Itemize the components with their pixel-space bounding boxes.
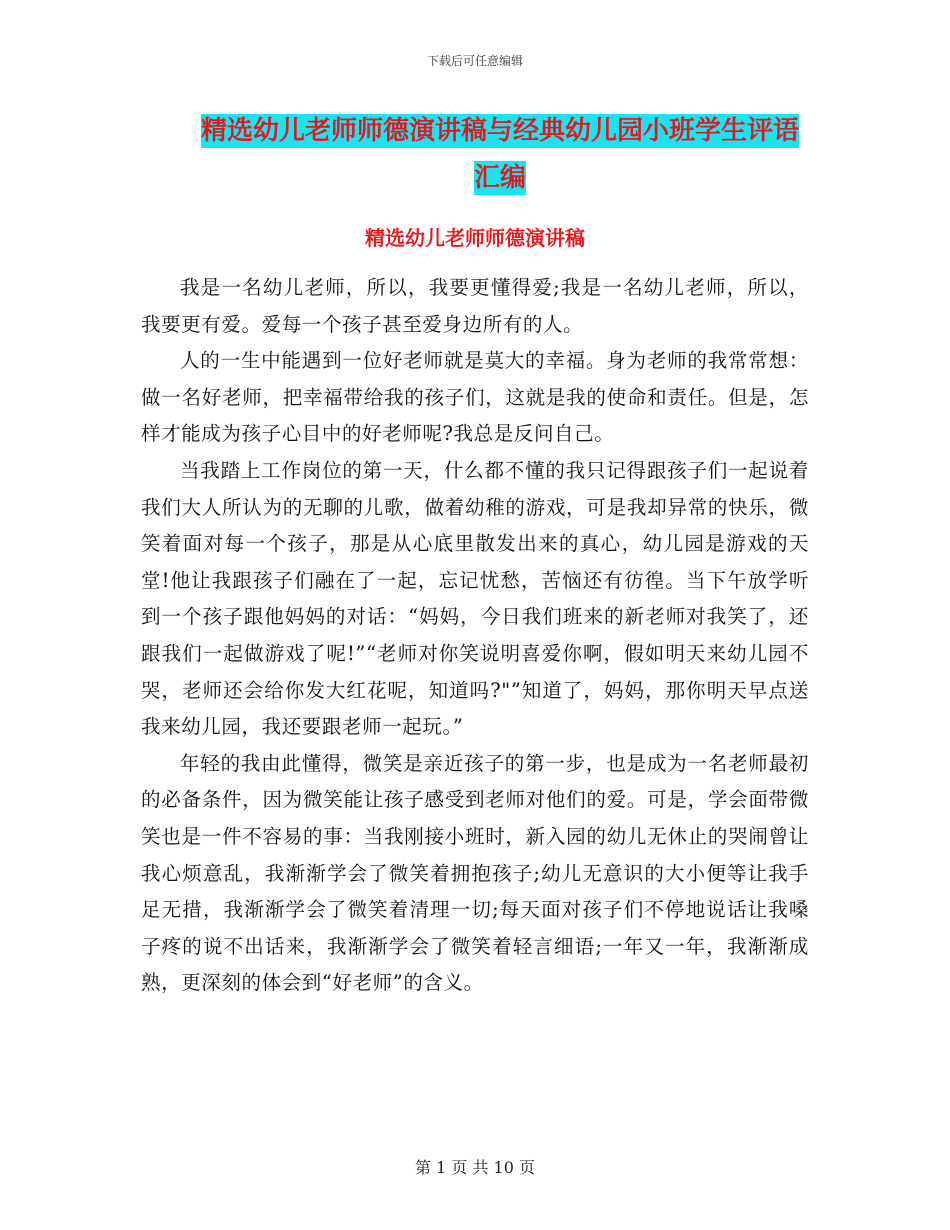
document-title: [140, 108, 860, 202]
page-number: 第 1 页 共 10 页: [415, 1158, 535, 1177]
document-title-line-2: 汇编: [473, 163, 526, 193]
body-text: [141, 270, 809, 1002]
paragraph-2: 人的一生中能遇到一位好老师就是莫大的幸福。身为老师的我常常想：做一名好老师，把幸福带给我的孩子们，这就是我的使命和责任。但是，怎样才能成为孩子心目中的好老师呢?我总是反问自己。: [141, 349, 809, 446]
paragraph-3: 当我踏上工作岗位的第一天，什么都不懂的我只记得跟孩子们一起说着我们大人所认为的无聊的儿歌，做着幼稚的游戏，可是我却异常的快乐，微笑着面对每一个孩子，那是从心底里散发出来的真心，幼儿园是游戏的天堂!他让我跟孩子们融在了一起，忘记忧愁，苦恼还有彷徨。当下午放学听到一个孩子跟他妈妈的对话：“妈妈，今日我们班来的新老师对我笑了，还跟我们一起做游戏了呢!”“老师对你笑说明喜爱你啊，假如明天来幼儿园不哭，老师还会给你发大红花呢，知道吗?"”知道了，妈妈，那你明天早点送我来幼儿园，我还要跟老师一起玩。”: [141, 458, 809, 739]
header-note: 下载后可任意编辑: [426, 54, 523, 68]
paragraph-1: 我是一名幼儿老师，所以，我要更懂得爱;我是一名幼儿老师，所以，我要更有爱。爱每一个孩子甚至爱身边所有的人。: [141, 276, 809, 336]
paragraph-4: 年轻的我由此懂得，微笑是亲近孩子的第一步，也是成为一名老师最初的必备条件，因为微笑能让孩子感受到老师对他们的爱。可是，学会面带微笑也是一件不容易的事：当我刚接小班时，新入园的幼儿无休止的哭闹曾让我心烦意乱，我渐渐学会了微笑着拥抱孩子;幼儿无意识的大小便等让我手足无措，我渐渐学会了微笑着清理一切;每天面对孩子们不停地说话让我嗓子疼的说不出话来，我渐渐学会了微笑着轻言细语;一年又一年，我渐渐成熟，更深刻的体会到“好老师”的含义。: [141, 751, 809, 995]
section-title: 精选幼儿老师师德演讲稿: [365, 226, 585, 250]
document-title-line-1: 精选幼儿老师师德演讲稿与经典幼儿园小班学生评语: [200, 116, 799, 146]
